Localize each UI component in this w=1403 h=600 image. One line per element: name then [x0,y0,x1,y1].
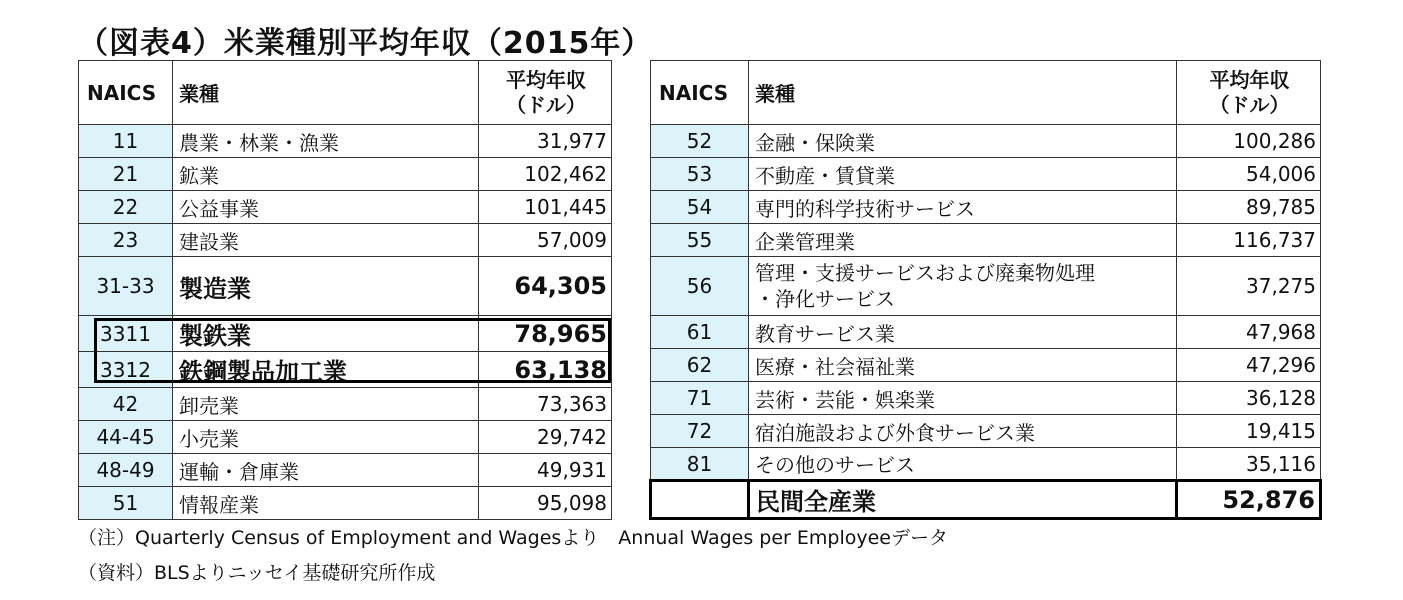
table-row-total [651,481,1321,519]
industry-name-line2: ・浄化サービス [755,287,895,311]
footnote-source-note: （注）Quarterly Census of Employment and Wagesより Annual Wages per Employeeデータ [78,527,948,549]
naics-code: 22 [79,191,173,224]
table-row-steel [79,316,612,352]
table-row [651,382,1321,415]
naics-code: 42 [79,388,173,421]
table-row [651,224,1321,257]
wage-value: 35,116 [1177,448,1321,481]
naics-code: 23 [79,224,173,257]
naics-code: 44-45 [79,421,173,454]
wage-value: 95,098 [479,487,612,520]
page-title: （図表4）米業種別平均年収（2015年） [78,26,653,61]
table-row [651,125,1321,158]
header-wage [1177,61,1321,125]
footnote-credit: （資料）BLSよりニッセイ基礎研究所作成 [78,562,436,584]
naics-code: 52 [651,125,749,158]
table-row [651,349,1321,382]
header-wage-line1: 平均年収 [506,67,586,92]
wage-value: 100,286 [1177,125,1321,158]
naics-code: 21 [79,158,173,191]
wage-value: 57,009 [479,224,612,257]
industry-name: 金融・保険業 [749,125,1177,158]
industry-name: 専門的科学技術サービス [749,191,1177,224]
table-row [651,316,1321,349]
table-row [79,191,612,224]
wage-value: 64,305 [479,257,612,316]
header-industry: 業種 [173,61,479,125]
industry-name: 不動産・賃貸業 [749,158,1177,191]
industry-name-line1: 管理・支援サービスおよび廃棄物処理 [755,261,1095,285]
table-row-manufacturing [79,257,612,316]
naics-code: 48-49 [79,454,173,487]
naics-code: 53 [651,158,749,191]
industry-name: 宿泊施設および外食サービス業 [749,415,1177,448]
wage-value: 116,737 [1177,224,1321,257]
wage-value: 49,931 [479,454,612,487]
industry-name: 鉄鋼製品加工業 [173,352,479,388]
table-row [651,448,1321,481]
industry-name: 小売業 [173,421,479,454]
table-row [651,415,1321,448]
industry-name: 教育サービス業 [749,316,1177,349]
left-wage-table [78,60,612,520]
header-wage [479,61,612,125]
naics-code: 51 [79,487,173,520]
industry-name: 民間全産業 [749,481,1177,519]
naics-code: 31-33 [79,257,173,316]
wage-value: 78,965 [479,316,612,352]
table-row [79,487,612,520]
table-row [79,388,612,421]
naics-code: 61 [651,316,749,349]
table-row [79,125,612,158]
header-wage-line2: （ドル） [506,92,586,117]
table-header-row [79,61,612,125]
wage-value: 36,128 [1177,382,1321,415]
header-naics: NAICS [79,61,173,125]
naics-code: 3311 [79,316,173,352]
industry-name: 公益事業 [173,191,479,224]
table-row [79,224,612,257]
industry-name: 鉱業 [173,158,479,191]
industry-name [749,257,1177,316]
naics-code: 81 [651,448,749,481]
header-industry: 業種 [749,61,1177,125]
industry-name: 運輸・倉庫業 [173,454,479,487]
industry-name: 建設業 [173,224,479,257]
wage-value: 52,876 [1177,481,1321,519]
table-row [79,158,612,191]
wage-value: 31,977 [479,125,612,158]
industry-name: 製鉄業 [173,316,479,352]
wage-value: 89,785 [1177,191,1321,224]
table-row [651,257,1321,316]
industry-name: 農業・林業・漁業 [173,125,479,158]
wage-value: 73,363 [479,388,612,421]
industry-name: 医療・社会福祉業 [749,349,1177,382]
wage-value: 102,462 [479,158,612,191]
naics-code: 62 [651,349,749,382]
wage-value: 101,445 [479,191,612,224]
header-wage-line2: （ドル） [1209,92,1290,117]
header-wage-line1: 平均年収 [1209,67,1290,92]
industry-name: 企業管理業 [749,224,1177,257]
industry-name: 情報産業 [173,487,479,520]
wage-value: 63,138 [479,352,612,388]
right-wage-table [649,60,1322,520]
industry-name: 製造業 [173,257,479,316]
table-row [651,191,1321,224]
naics-code: 3312 [79,352,173,388]
wage-value: 29,742 [479,421,612,454]
industry-name: 卸売業 [173,388,479,421]
header-naics: NAICS [651,61,749,125]
naics-code: 72 [651,415,749,448]
naics-code: 54 [651,191,749,224]
table-row [79,421,612,454]
naics-code: 11 [79,125,173,158]
table-row [651,158,1321,191]
table-header-row [651,61,1321,125]
wage-value: 19,415 [1177,415,1321,448]
industry-name: その他のサービス [749,448,1177,481]
industry-name: 芸術・芸能・娯楽業 [749,382,1177,415]
table-row [79,454,612,487]
naics-code: 56 [651,257,749,316]
wage-value: 37,275 [1177,257,1321,316]
naics-code: 55 [651,224,749,257]
wage-value: 47,296 [1177,349,1321,382]
table-row-steel-products [79,352,612,388]
wage-value: 54,006 [1177,158,1321,191]
naics-code [651,481,749,519]
wage-value: 47,968 [1177,316,1321,349]
naics-code: 71 [651,382,749,415]
